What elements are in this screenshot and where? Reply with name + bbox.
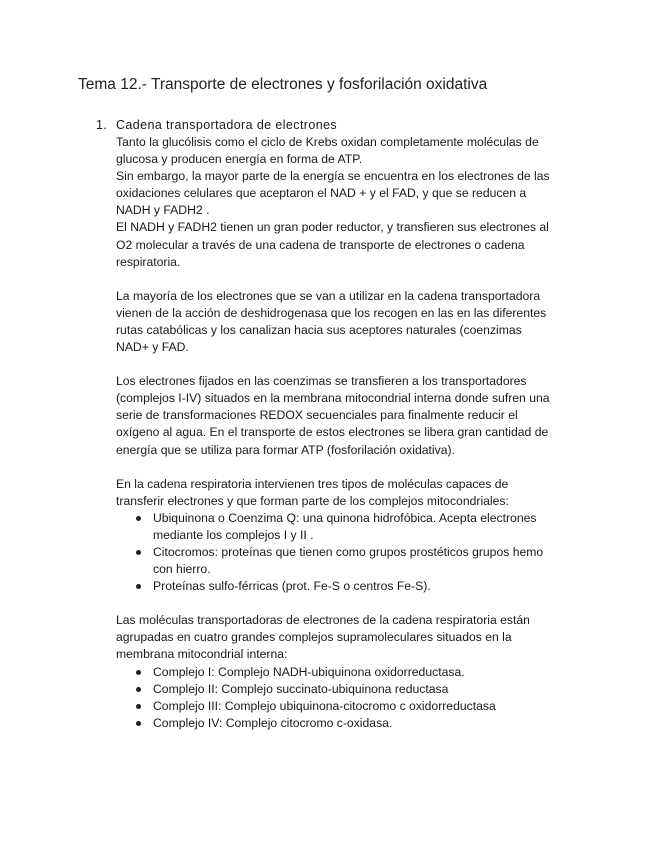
list-item [134, 715, 561, 732]
list-item [134, 681, 561, 698]
text-line: Los electrones fijados en las coenzimas se transfieren a los transportadores [116, 374, 527, 389]
text-line: Citocromos: proteínas que tienen como grupos prostéticos grupos hemo [153, 544, 544, 559]
bullet-icon [136, 584, 141, 589]
text-line: transferir electrones y que forman parte de los complejos mitocondriales: [116, 493, 509, 508]
page-title: Tema 12.- Transporte de electrones y fosforilación oxidativa [78, 76, 488, 93]
text-line: El NADH y FADH2 tienen un gran poder reductor, y transfieren sus electrones al [116, 220, 549, 235]
text-line: oxidaciones celulares que aceptaron el NAD + y el FAD, y que se reducen a [116, 186, 527, 201]
text-line: energía que se utiliza para formar ATP (fosforilación oxidativa). [116, 442, 455, 457]
paragraph-2 [116, 288, 561, 356]
text-line: Sin embargo, la mayor parte de la energía se encuentra en los electrones de las [116, 169, 550, 184]
text-line: Proteínas sulfo-férricas (prot. Fe-S o centros Fe-S). [153, 579, 431, 594]
list-item [134, 544, 561, 578]
bullet-icon [136, 550, 141, 555]
text-line: Complejo II: Complejo succinato-ubiquinona reductasa [153, 681, 449, 696]
text-line: Las moléculas transportadoras de electrones de la cadena respiratoria están [116, 613, 530, 628]
text-line: vienen de la acción de deshidrogenasa que los recogen en las en las diferentes [116, 305, 547, 320]
bullet-icon [136, 670, 141, 675]
list-item [134, 578, 561, 595]
list-item [134, 698, 561, 715]
bullet-icon [136, 704, 141, 709]
list-item [134, 510, 561, 544]
text-line: membrana mitocondrial interna: [116, 647, 288, 662]
paragraph-5 [116, 612, 561, 663]
text-line: Ubiquinona o Coenzima Q: una quinona hidrofóbica. Acepta electrones [153, 510, 537, 525]
section-heading [96, 117, 556, 134]
text-line: mediante los complejos I y II . [153, 527, 314, 542]
paragraph-4 [116, 476, 561, 510]
bullet-icon [136, 721, 141, 726]
text-line: con hierro. [153, 562, 211, 577]
text-line: rutas catabólicas y los canalizan hacia sus aceptores naturales (coenzimas [116, 322, 522, 337]
bullet-icon [136, 687, 141, 692]
paragraph-3 [116, 373, 561, 458]
text-line: serie de transformaciones REDOX secuenciales para finalmente reducir el [116, 408, 518, 423]
section-1 [96, 117, 556, 732]
section-number: 1. [96, 118, 108, 132]
complexes-list [116, 664, 561, 732]
bullet-icon [136, 516, 141, 521]
text-line: agrupadas en cuatro grandes complejos supramoleculares situados en la [116, 630, 512, 645]
text-line: En la cadena respiratoria intervienen tres tipos de moléculas capaces de [116, 476, 509, 491]
text-line: Complejo I: Complejo NADH-ubiquinona oxidorreductasa. [153, 664, 465, 679]
text-line: NAD+ y FAD. [116, 340, 189, 355]
text-line: NADH y FADH2 . [116, 203, 210, 218]
text-line: (complejos I-IV) situados en la membrana mitocondrial interna donde sufren una [116, 391, 550, 406]
text-line: Complejo IV: Complejo citocromo c-oxidasa. [153, 715, 393, 730]
text-line: O2 molecular a través de una cadena de transporte de electrones o cadena [116, 237, 525, 252]
list-item [134, 664, 561, 681]
text-line: Tanto la glucólisis como el ciclo de Krebs oxidan completamente moléculas de [116, 135, 539, 149]
text-line: oxígeno al agua. En el transporte de estos electrones se libera gran cantidad de [116, 425, 549, 440]
paragraph-1 [116, 134, 561, 271]
section-heading-text: Cadena transportadora de electrones [116, 118, 338, 132]
section-body [116, 134, 561, 732]
molecule-types-list [116, 510, 561, 595]
text-line: La mayoría de los electrones que se van a utilizar en la cadena transportadora [116, 288, 541, 303]
text-line: Complejo III: Complejo ubiquinona-citocromo c oxidorreductasa [153, 698, 496, 713]
text-line: glucosa y producen energía en forma de ATP. [116, 152, 363, 167]
text-line: respiratoria. [116, 254, 181, 269]
